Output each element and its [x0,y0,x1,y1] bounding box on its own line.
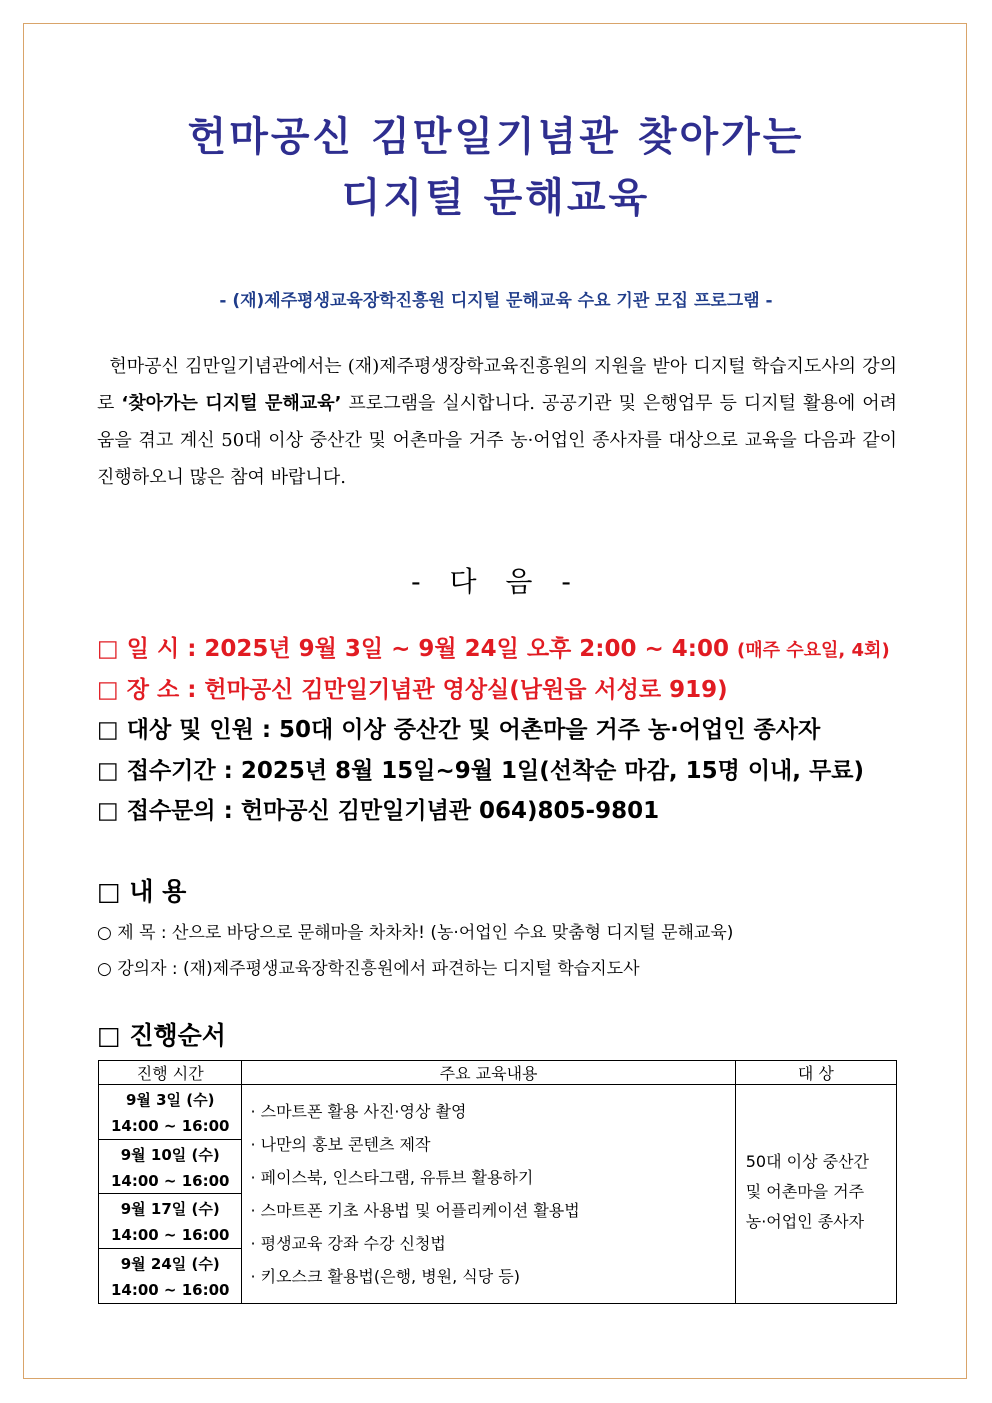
schedule-heading: □ 진행순서 [97,1021,226,1050]
subtitle: - (재)제주평생교육장학진흥원 디지털 문해교육 수요 기관 모집 프로그램 - [219,291,773,311]
info-target: □ 대상 및 인원 : 50대 이상 중산간 및 어촌마을 거주 농·어업인 종사자 [97,717,821,743]
session-time: 14:00 ~ 16:00 [110,1226,230,1244]
session-time: 14:00 ~ 16:00 [110,1171,230,1190]
intro-program-name: ‘찾아가는 디지털 문해교육’ [121,393,342,414]
topic-list [242,1085,734,1293]
info-period: □ 접수기간 : 2025년 8월 15일~9월 1일(선착순 마감, 15명 이내, 무료) [97,758,864,784]
session-date: 9월 24일 (수) [120,1254,220,1273]
info-datetime [97,630,890,663]
intro-part-2: 프로그램을 실시합니다. 공공기관 및 은행업무 등 디지털 활용에 어려움을 겪고 계신 50대 이상 중산간 및 어촌마을 거주 농·어업인 종사자를 대상으로 교육을 다음과 같이 진행하오니 많은 참여 바랍니다. [97,393,897,488]
header-time: 진행 시간 [99,1061,242,1085]
content-subject: ○ 제 목 : 산으로 바당으로 문해마을 차차차! (농·어업인 수요 맞춤형 디지털 문해교육) [97,923,734,943]
topics-cell [242,1085,735,1304]
info-place [97,671,728,704]
title-line-1: 헌마공신 김만일기념관 찾아가는 [187,113,805,160]
session-date: 9월 3일 (수) [125,1091,215,1109]
header-content: 주요 교육내용 [242,1061,735,1085]
topic-item: · 스마트폰 기초 사용법 및 어플리케이션 활용법 [250,1201,580,1220]
session-time: 14:00 ~ 16:00 [110,1280,230,1299]
session-1 [99,1085,241,1140]
session-date: 9월 17일 (수) [120,1200,220,1218]
notice-heading: - 다 음 - [411,565,581,598]
session-time: 14:00 ~ 16:00 [110,1117,230,1135]
topic-item: · 스마트폰 활용 사진·영상 촬영 [250,1102,467,1121]
table-row [99,1085,897,1304]
datetime-note: (매주 수요일, 4회) [737,640,890,661]
place-value: 헌마공신 김만일기념관 영상실(남원읍 서성로 919) [204,677,728,703]
session-2 [99,1140,241,1195]
session-date: 9월 10일 (수) [120,1145,220,1164]
content-instructor: ○ 강의자 : (재)제주평생교육장학진흥원에서 파견하는 디지털 학습지도사 [97,959,640,979]
target-line: 50대 이상 중산간 [745,1152,870,1171]
topic-item: · 키오스크 활용법(은행, 병원, 식당 등) [250,1267,520,1286]
datetime-value: 2025년 9월 3일 ~ 9월 24일 오후 2:00 ~ 4:00 [204,636,737,662]
content-heading: □ 내 용 [97,877,187,906]
datetime-label: □ 일 시 : [97,636,205,662]
table-header-row [99,1061,897,1085]
info-inquiry: □ 접수문의 : 헌마공신 김만일기념관 064)805-9801 [97,798,660,824]
place-label: □ 장 소 : [97,677,205,703]
target-cell [735,1085,896,1304]
session-3 [99,1194,241,1249]
target-line: 농·어업인 종사자 [745,1212,865,1231]
target-text [736,1085,896,1237]
topic-item: · 나만의 홍보 콘텐츠 제작 [250,1135,431,1154]
topic-item: · 평생교육 강좌 수강 신청법 [250,1234,446,1253]
intro-part-1: 헌마공신 김만일기념관에서는 (재)제주평생장학교육진흥원의 지원을 받아 디지털 학습지도사의 강의로 [97,356,897,414]
title-line-2: 디지털 문해교육 [341,174,651,221]
topic-item: · 페이스북, 인스타그램, 유튜브 활용하기 [250,1168,534,1187]
target-line: 및 어촌마을 거주 [745,1182,865,1201]
intro-paragraph [97,348,897,496]
session-4 [99,1249,241,1304]
header-target: 대 상 [735,1061,896,1085]
time-cell [99,1085,242,1304]
schedule-table [98,1060,897,1304]
